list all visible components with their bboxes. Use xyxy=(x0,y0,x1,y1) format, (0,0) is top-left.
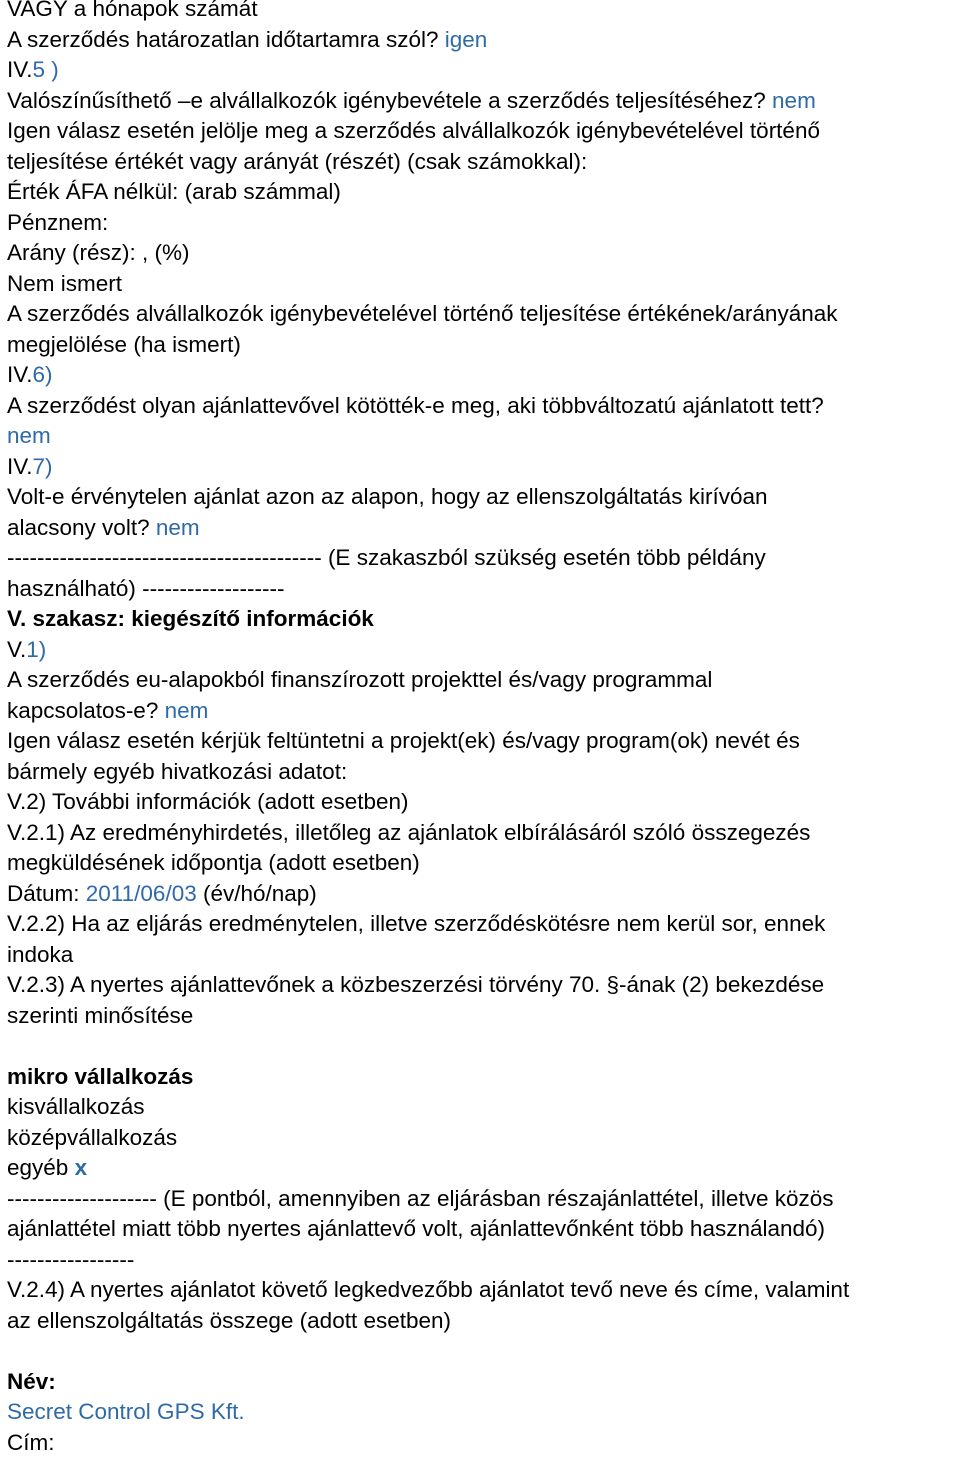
text-segment: teljesítése értékét vagy arányát (részét) (csak számokkal): xyxy=(7,149,587,174)
text-line xyxy=(7,1001,960,1032)
text-segment: kapcsolatos-e? xyxy=(7,698,165,723)
text-line xyxy=(7,0,960,25)
text-segment: IV. xyxy=(7,57,32,82)
text-line xyxy=(7,1397,960,1428)
text-line xyxy=(7,696,960,727)
text-line xyxy=(7,86,960,117)
text-line xyxy=(7,543,960,574)
answer-value: 2011/06/03 xyxy=(86,881,197,906)
text-segment: Dátum: xyxy=(7,881,86,906)
text-segment: V.2. xyxy=(7,1277,45,1302)
text-segment: Pénznem: xyxy=(7,210,108,235)
text-segment: megküldésének időpontja (adott esetben) xyxy=(7,850,420,875)
text-line xyxy=(7,604,960,635)
text-line xyxy=(7,1275,960,1306)
text-segment: A szerződés határozatlan időtartamra szól? xyxy=(7,27,445,52)
answer-value: nem xyxy=(772,88,816,113)
text-segment: Cím: xyxy=(7,1430,55,1455)
text-line xyxy=(7,238,960,269)
text-segment: 2) Ha az eljárás eredménytelen, illetve szerződéskötésre nem kerül sor, ennek xyxy=(45,911,825,936)
answer-value: Secret Control GPS Kft. xyxy=(7,1399,245,1424)
text-segment: V.2. xyxy=(7,911,45,936)
text-segment: 2) További információk (adott esetben) xyxy=(26,789,408,814)
text-line xyxy=(7,879,960,910)
answer-value: nem xyxy=(156,515,200,540)
text-line xyxy=(7,787,960,818)
text-segment: V.2. xyxy=(7,820,45,845)
text-line xyxy=(7,818,960,849)
text-segment: ----------------- xyxy=(7,1247,134,1272)
text-line xyxy=(7,1184,960,1215)
text-segment: V.2. xyxy=(7,972,45,997)
text-line xyxy=(7,1428,960,1458)
document-body xyxy=(7,0,960,1458)
text-segment: 3) A nyertes ajánlattevőnek a közbeszerzési törvény 70. §-ának (2) bekezdése xyxy=(45,972,824,997)
text-segment: középvállalkozás xyxy=(7,1125,177,1150)
text-line xyxy=(7,909,960,940)
text-line xyxy=(7,55,960,86)
text-line xyxy=(7,665,960,696)
text-segment: egyéb xyxy=(7,1155,75,1180)
text-segment: 4) A nyertes ajánlatot követő legkedvezőbb ajánlatot tevő neve és címe, valamint xyxy=(45,1277,849,1302)
text-segment: alacsony volt? xyxy=(7,515,156,540)
answer-value: 7) xyxy=(32,454,52,479)
text-segment: A szerződést olyan ajánlattevővel kötötték-e meg, aki többváltozatú ajánlatott tett? xyxy=(7,393,824,418)
text-segment: indoka xyxy=(7,942,73,967)
text-line xyxy=(7,635,960,666)
text-segment: (év/hó/nap) xyxy=(197,881,317,906)
text-segment: Igen válasz esetén jelölje meg a szerződés alvállalkozók igénybevételével történő xyxy=(7,118,820,143)
text-line xyxy=(7,970,960,1001)
text-line xyxy=(7,574,960,605)
answer-value: 1) xyxy=(26,637,46,662)
text-segment: megjelölése (ha ismert) xyxy=(7,332,241,357)
text-line xyxy=(7,1367,960,1398)
answer-value: 6) xyxy=(32,362,52,387)
text-segment: VAGY a hónapok számát xyxy=(7,0,258,21)
text-segment: Valószínűsíthető –e alvállalkozók igénybevétele a szerződés teljesítéséhez? xyxy=(7,88,772,113)
text-segment: kisvállalkozás xyxy=(7,1094,145,1119)
text-segment: bármely egyéb hivatkozási adatot: xyxy=(7,759,347,784)
text-segment: Igen válasz esetén kérjük feltüntetni a projekt(ek) és/vagy program(ok) nevét és xyxy=(7,728,800,753)
text-line xyxy=(7,757,960,788)
blank-line xyxy=(7,1336,960,1367)
text-line xyxy=(7,147,960,178)
bold-heading: mikro vállalkozás xyxy=(7,1064,193,1089)
text-line xyxy=(7,208,960,239)
text-line xyxy=(7,25,960,56)
text-segment: Volt-e érvénytelen ajánlat azon az alapon, hogy az ellenszolgáltatás kirívóan xyxy=(7,484,768,509)
text-line xyxy=(7,482,960,513)
text-segment: Nem ismert xyxy=(7,271,122,296)
text-line xyxy=(7,1306,960,1337)
text-line xyxy=(7,1245,960,1276)
text-segment: használható) ------------------- xyxy=(7,576,284,601)
text-line xyxy=(7,1123,960,1154)
text-line xyxy=(7,360,960,391)
text-segment: Érték ÁFA nélkül: (arab számmal) xyxy=(7,179,341,204)
text-segment: az ellenszolgáltatás összege (adott esetben) xyxy=(7,1308,451,1333)
text-segment: IV. xyxy=(7,454,32,479)
text-segment: ------------------------------------------ (E szakaszból szükség esetén több példány xyxy=(7,545,766,570)
text-line xyxy=(7,1062,960,1093)
text-line xyxy=(7,177,960,208)
text-segment: ajánlattétel miatt több nyertes ajánlattevő volt, ajánlattevőnként több használandó) xyxy=(7,1216,825,1241)
text-line xyxy=(7,1153,960,1184)
text-segment: A szerződés alvállalkozók igénybevételével történő teljesítése értékének/arányának xyxy=(7,301,838,326)
bold-heading: V. szakasz: kiegészítő információk xyxy=(7,606,374,631)
text-line xyxy=(7,1092,960,1123)
text-line xyxy=(7,116,960,147)
text-line xyxy=(7,269,960,300)
text-segment: 1) Az eredményhirdetés, illetőleg az ajánlatok elbírálásáról szóló összegezés xyxy=(45,820,810,845)
bold-heading: Név: xyxy=(7,1369,56,1394)
text-segment: V. xyxy=(7,789,26,814)
answer-value: 5 ) xyxy=(32,57,58,82)
answer-value: x xyxy=(75,1155,88,1180)
text-segment: Arány (rész): , (%) xyxy=(7,240,190,265)
text-line xyxy=(7,391,960,422)
text-segment: szerinti minősítése xyxy=(7,1003,193,1028)
text-line xyxy=(7,513,960,544)
text-line xyxy=(7,421,960,452)
text-line xyxy=(7,452,960,483)
text-line xyxy=(7,848,960,879)
text-line xyxy=(7,299,960,330)
text-segment: V. xyxy=(7,637,26,662)
answer-value: igen xyxy=(445,27,488,52)
text-line xyxy=(7,726,960,757)
text-segment: A szerződés eu-alapokból finanszírozott projekttel és/vagy programmal xyxy=(7,667,712,692)
text-segment: IV. xyxy=(7,362,32,387)
answer-value: nem xyxy=(165,698,209,723)
text-line xyxy=(7,940,960,971)
text-line xyxy=(7,1214,960,1245)
text-segment: -------------------- (E pontból, amennyiben az eljárásban részajánlattétel, illetve közös xyxy=(7,1186,834,1211)
answer-value: nem xyxy=(7,423,51,448)
blank-line xyxy=(7,1031,960,1062)
text-line xyxy=(7,330,960,361)
